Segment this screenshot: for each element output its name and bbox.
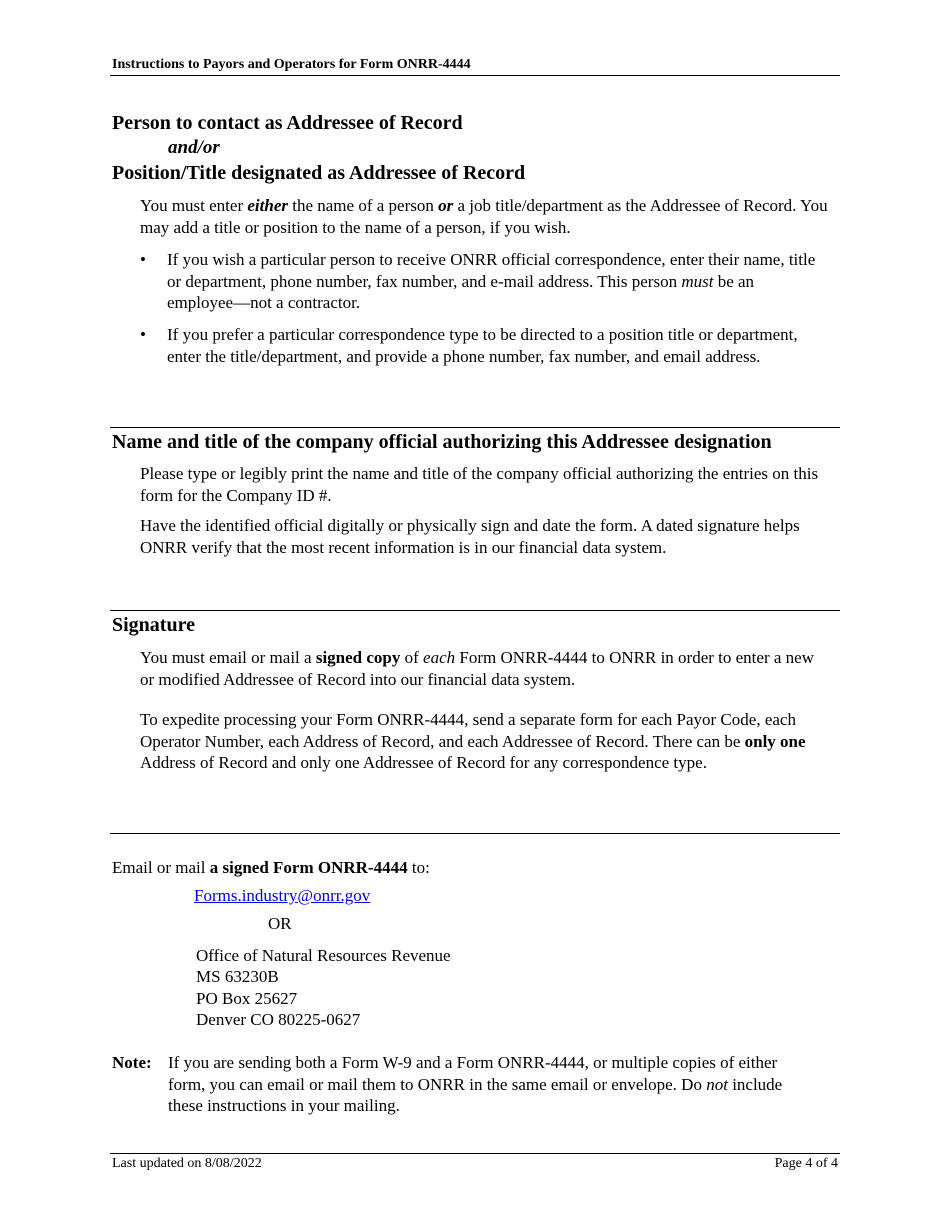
sig-p1-signed-copy: signed copy xyxy=(315,648,401,667)
bullet-1-text-end: be an employee—not a contractor. xyxy=(167,271,755,312)
sig-p1-text-a: You must email or mail a xyxy=(140,648,316,667)
section-heading-addressee-position: Position/Title designated as Addressee of Record xyxy=(112,162,526,184)
section-heading-andor: and/or xyxy=(168,137,220,158)
or-separator: OR xyxy=(268,914,292,933)
sig-p1-text-e: Form ONRR-4444 to ONRR in order to enter a new or modified Addressee of Record into our financial data system. xyxy=(140,648,814,689)
sig-p1-each: each xyxy=(423,648,456,667)
note-not: not xyxy=(706,1074,728,1094)
intro-text-2: the name of a person xyxy=(287,196,439,215)
bullet-icon: • xyxy=(140,325,146,344)
note-text-a: If you are sending both a Form W-9 and a Form ONRR-4444, or multiple copies of either form, you can email or mail them to ONRR in the same email or envelope. Do xyxy=(168,1053,778,1094)
running-header-title: Instructions to Payors and Operators for Form ONRR-4444 xyxy=(112,57,471,72)
mailing-intro xyxy=(112,858,430,878)
bullet-icon: • xyxy=(140,250,146,269)
sig-p2-only-one: only one xyxy=(744,731,806,751)
company-official-paragraph-2: Have the identified official digitally or physically sign and date the form. A dated signature helps ONRR verify that the most recent information is in our financial data system. xyxy=(140,516,800,557)
bullet-1-must: must xyxy=(681,271,714,291)
mailing-intro-text: Email or mail xyxy=(112,858,210,877)
address-line: Denver CO 80225-0627 xyxy=(196,1009,361,1029)
company-official-paragraph-1: Please type or legibly print the name and title of the company official authorizing the entries on this form for the Company ID #. xyxy=(140,464,819,505)
intro-text-1: You must enter xyxy=(140,196,248,215)
sig-p1-text-c: of xyxy=(400,648,424,667)
section-heading-signature: Signature xyxy=(112,614,195,636)
mailing-intro-to: to: xyxy=(407,858,430,877)
note-text-c: include these instructions in your mailing. xyxy=(168,1074,783,1115)
last-updated: Last updated on 8/08/2022 xyxy=(112,1156,262,1171)
address-line: Office of Natural Resources Revenue xyxy=(196,946,451,965)
section-divider xyxy=(110,833,840,834)
footer-divider xyxy=(110,1153,840,1154)
addressee-intro-paragraph xyxy=(140,195,830,238)
signature-paragraph-2 xyxy=(140,709,830,774)
section-divider xyxy=(110,427,840,428)
intro-or: or xyxy=(438,196,454,215)
intro-either: either xyxy=(247,196,288,215)
sig-p2-text-a: To expedite processing your Form ONRR-4444, send a separate form for each Payor Code, each Operator Number, each Address of Record, and each Addressee of Record. There can be xyxy=(140,710,796,751)
mailing-intro-form: a signed Form ONRR-4444 xyxy=(209,858,408,877)
note-label: Note: xyxy=(112,1053,152,1072)
bullet-2-text: If you prefer a particular correspondence type to be directed to a position title or department, enter the title/department, and provide a phone number, fax number, and email address. xyxy=(167,325,798,366)
intro-text-3: a job title/department as the Addressee of Record. You may add a title or position to the name of a person, if you wish. xyxy=(140,196,828,237)
header-divider xyxy=(110,75,840,76)
signature-paragraph-1 xyxy=(140,647,830,690)
section-heading-addressee-person: Person to contact as Addressee of Record xyxy=(112,112,463,134)
page-number: Page 4 of 4 xyxy=(774,1156,838,1171)
address-line: PO Box 25627 xyxy=(196,988,298,1008)
bullet-1-text: If you wish a particular person to receive ONRR official correspondence, enter their name, title or department, phone number, fax number, and e-mail address. This person xyxy=(167,250,816,291)
sig-p2-text-c: Address of Record and only one Addressee of Record for any correspondence type. xyxy=(140,753,707,772)
email-link[interactable]: Forms.industry@onrr.gov xyxy=(194,886,371,905)
mailing-address xyxy=(196,945,451,1030)
address-line: MS 63230B xyxy=(196,967,279,987)
section-divider xyxy=(110,610,840,611)
section-heading-company-official: Name and title of the company official authorizing this Addressee designation xyxy=(112,431,772,453)
